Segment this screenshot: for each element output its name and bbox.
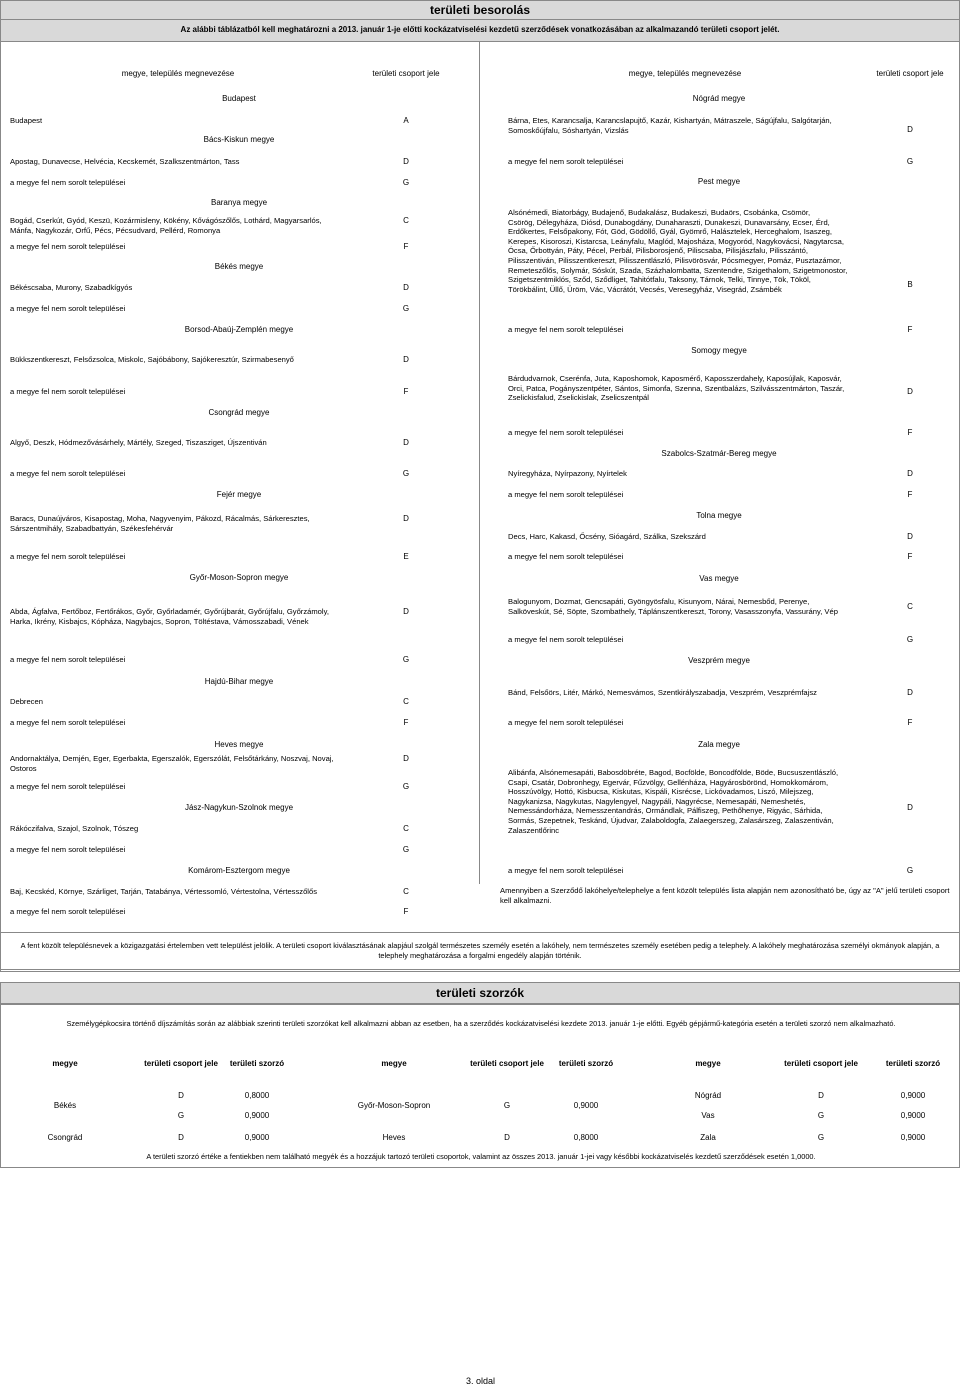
group-code: G (906, 635, 914, 644)
settlement-list: Abda, Ágfalva, Fertőboz, Fertőrákos, Győr, Győrladamér, Győrújbarát, Győrújfalu, Győrzámoly, Harka, Ikrény, Kisbajcs, Kópháza, Nagybajcs, Sopron, Töltéstava, Vámosszabadi, Vének (10, 607, 329, 626)
settlement-list: Decs, Harc, Kakasd, Őcsény, Sióagárd, Szálka, Szekszárd (508, 532, 706, 541)
multiplier-header: megye (381, 1059, 407, 1068)
settlement-list: a megye fel nem sorolt települései (508, 157, 624, 166)
county-heading: Zala megye (698, 740, 740, 749)
settlement-list: a megye fel nem sorolt települései (10, 552, 126, 561)
group-code: D (403, 355, 409, 364)
group-code: C (907, 602, 913, 611)
settlement-list: Apostag, Dunavecse, Helvécia, Kecskemét, Szalkszentmárton, Tass (10, 157, 240, 166)
group-code: G (402, 469, 410, 478)
settlement-list: a megye fel nem sorolt települései (10, 718, 126, 727)
settlement-list: a megye fel nem sorolt települései (508, 866, 624, 875)
group-code: D (907, 125, 913, 134)
settlement-list: Bükkszentkereszt, Felsőzsolca, Miskolc, Sajóbábony, Sajókeresztúr, Szirmabesenyő (10, 355, 294, 364)
multiplier-cell: Győr-Moson-Sopron (357, 1101, 431, 1110)
county-heading: Komárom-Esztergom megye (188, 866, 290, 875)
multiplier-cell: G (503, 1101, 511, 1110)
multiplier-cell: Vas (701, 1111, 715, 1120)
footnote: A fent közölt településnevek a közigazgatási értelemben vett települést jelölik. A területi csoport kiválasztásának alapjául szolgál természetes személy esetén a lakóhely, nem természetes személy esetében pedig a telephely. A lakóhely meghatározása személyi okmányok alapján, a telephely meghatározása a forgalmi engedély alapján történik. (0, 932, 960, 972)
county-heading: Somogy megye (691, 346, 747, 355)
group-code: G (906, 157, 914, 166)
settlement-list: a megye fel nem sorolt települései (508, 325, 624, 334)
multiplier-cell: 0,9000 (244, 1111, 270, 1120)
multiplier-header: területi szorzó (558, 1059, 614, 1068)
settlement-list: Baj, Kecskéd, Környe, Szárliget, Tarján, Tatabánya, Vértessomló, Vértestolna, Vértesszőlős (10, 887, 318, 896)
settlement-list: a megye fel nem sorolt települései (10, 469, 126, 478)
multiplier-cell: 0,9000 (900, 1133, 926, 1142)
multiplier-cell: Békés (53, 1101, 77, 1110)
group-code: G (402, 845, 410, 854)
group-code: D (403, 283, 409, 292)
settlement-list: Baracs, Dunaújváros, Kisapostag, Moha, Nagyvenyim, Pákozd, Rácalmás, Sárkeresztes, Sárszentmihály, Szabadbattyán, Székesfehérvár (10, 514, 310, 533)
multiplier-header: megye (52, 1059, 78, 1068)
section-title-multipliers: területi szorzók (0, 982, 960, 1004)
multipliers-note: A területi szorzó értéke a fentiekben nem található megyék és a hozzájuk tartozó területi csoportok, valamint az összes 2013. január 1-jei vagy későbbi kockázatviselés kezdetű szerződések esetén 1,0000. (146, 1152, 816, 1161)
multiplier-cell: D (504, 1133, 510, 1142)
group-code: C (403, 216, 409, 225)
multiplier-cell: 0,8000 (244, 1091, 270, 1100)
group-code: D (907, 803, 913, 812)
group-code: D (403, 754, 409, 763)
settlement-list: Bárdudvarnok, Cserénfa, Juta, Kaposhomok, Kaposmérő, Kaposszerdahely, Kaposújlak, Kaposvár, Orci, Patca, Pogányszentpéter, Sántos, Simonfa, Szenna, Szentbalázs, Szilvásszentmárton, Taszár, Zselickisfalud, Zselickislak, Zselicszentpál (508, 374, 845, 403)
multiplier-cell: Nógrád (694, 1091, 722, 1100)
multipliers-box (0, 1004, 960, 1168)
settlement-list: Bánd, Felsőörs, Litér, Márkó, Nemesvámos, Szentkirályszabadja, Veszprém, Veszprémfajsz (508, 688, 817, 697)
group-code: F (907, 490, 913, 499)
group-code: F (907, 325, 913, 334)
multiplier-cell: Csongrád (47, 1133, 83, 1142)
multiplier-cell: 0,9000 (573, 1101, 599, 1110)
multiplier-header: területi csoport jele (144, 1059, 218, 1068)
county-heading: Nógrád megye (692, 94, 746, 103)
group-code: D (403, 514, 409, 523)
left-column-header-name: megye, település megnevezése (121, 69, 235, 78)
right-note: Amennyiben a Szerződő lakóhelye/telephelye a fent közölt település lista alapján nem azonosítható be, úgy az "A" jelű területi csoport kell alkalmazni. (500, 886, 950, 905)
group-code: C (403, 887, 409, 896)
multiplier-cell: 0,8000 (573, 1133, 599, 1142)
settlement-list: a megye fel nem sorolt települései (508, 552, 624, 561)
settlement-list: a megye fel nem sorolt települései (10, 387, 126, 396)
multiplier-cell: 0,9000 (900, 1111, 926, 1120)
settlement-list: Nyíregyháza, Nyírpazony, Nyírtelek (508, 469, 627, 478)
multipliers-intro: Személygépkocsira történő díjszámítás során az alábbiak szerinti területi szorzókat kell alkalmazni abban az esetben, ha a szerződés kockázatviselési kezdete 2013. január 1-je előtti. Egyéb gépjármű-kategória esetén a területi szorzó nem alkalmazható. (66, 1019, 896, 1028)
county-heading: Jász-Nagykun-Szolnok megye (184, 803, 294, 812)
group-code: D (907, 387, 913, 396)
multiplier-cell: 0,9000 (900, 1091, 926, 1100)
group-code: A (403, 116, 409, 125)
right-column-header-name: megye, település megnevezése (628, 69, 742, 78)
group-code: G (402, 178, 410, 187)
group-code: F (403, 907, 409, 916)
group-code: D (907, 688, 913, 697)
settlement-list: Balogunyom, Dozmat, Gencsapáti, Gyöngyösfalu, Kisunyom, Nárai, Nemesbőd, Perenye, Salköveskút, Sé, Söpte, Szombathely, Táplánszentkereszt, Torony, Vasasszonyfa, Vassurány, Vép (508, 597, 838, 616)
group-code: E (403, 552, 409, 561)
group-code: B (907, 280, 913, 289)
county-heading: Szabolcs-Szatmár-Bereg megye (661, 449, 777, 458)
group-code: F (403, 242, 409, 251)
group-code: F (403, 718, 409, 727)
multiplier-cell: D (178, 1091, 184, 1100)
group-code: C (403, 697, 409, 706)
settlement-list: a megye fel nem sorolt települései (10, 304, 126, 313)
group-code: G (402, 655, 410, 664)
settlement-list: Debrecen (10, 697, 43, 706)
county-heading: Győr-Moson-Sopron megye (189, 573, 289, 582)
group-code: G (402, 304, 410, 313)
group-code: D (403, 607, 409, 616)
multiplier-cell: G (817, 1133, 825, 1142)
group-code: D (907, 469, 913, 478)
settlement-list: a megye fel nem sorolt települései (508, 428, 624, 437)
multiplier-cell: G (817, 1111, 825, 1120)
multiplier-cell: G (177, 1111, 185, 1120)
multiplier-cell: Zala (700, 1133, 716, 1142)
county-heading: Tolna megye (696, 511, 742, 520)
county-heading: Békés megye (214, 262, 264, 271)
county-heading: Heves megye (214, 740, 264, 749)
settlement-list: Alsónémedi, Biatorbágy, Budajenő, Budakalász, Budakeszi, Budaörs, Csobánka, Csömör, Csörög, Délegyháza, Diósd, Dunabogdány, Dunaharaszti, Dunakeszi, Dunavarsány, Ecser, Érd, Erdőkertes, Felsőpakony, Fót, Göd, Gödöllő, Gyál, Gyömrő, Halásztelek, Herceghalom, Isaszeg, Kerepes, Kisoroszi, Kistarcsa, Leányfalu, Maglód, Majosháza, Mogyoród, Nagykovácsi, Nagytarcsa, Ócsa, Őrbottyán, Páty, Pécel, Perbál, Pilisborosjenő, Piliscsaba, Pilisjászfalu, Pilisszántó, Pilisszentiván, Pilisszentkereszt, Pilisszentlászló, Pilisvörösvár, Pócsmegyer, Pomáz, Pusztazámor, Remeteszőlős, Solymár, Sóskút, Szada, Százhalombatta, Szentendre, Szigethalom, Szigetmonostor, Szigetszentmiklós, Sződ, Sződliget, Tahitótfalu, Taksony, Tárnok, Telki, Tinnye, Tök, Tököl, Törökbálint, Üllő, Üröm, Vác, Vácrátót, Vecsés, Veresegyház, Visegrád, Zsámbék (508, 208, 848, 294)
settlement-list: a megye fel nem sorolt települései (10, 655, 126, 664)
settlement-list: Békéscsaba, Murony, Szabadkígyós (10, 283, 133, 292)
settlement-list: a megye fel nem sorolt települései (508, 635, 624, 644)
multiplier-header: területi szorzó (885, 1059, 941, 1068)
county-heading: Borsod-Abaúj-Zemplén megye (184, 325, 294, 334)
settlement-list: a megye fel nem sorolt települései (508, 718, 624, 727)
county-heading: Csongrád megye (208, 408, 270, 417)
group-code: C (403, 824, 409, 833)
multiplier-header: területi csoport jele (470, 1059, 544, 1068)
group-code: F (403, 387, 409, 396)
settlement-list: a megye fel nem sorolt települései (10, 782, 126, 791)
right-column-header-code: területi csoport jele (876, 69, 944, 78)
county-heading: Fejér megye (216, 490, 262, 499)
settlement-list: Bogád, Cserkút, Gyód, Keszü, Kozármisleny, Kökény, Kővágószőlős, Lothárd, Magyarsarlós, Mánfa, Nagykozár, Orfű, Pécs, Pécsudvard, Pellérd, Romonya (10, 216, 322, 235)
group-code: D (403, 157, 409, 166)
group-code: F (907, 718, 913, 727)
multiplier-cell: Heves (382, 1133, 406, 1142)
county-heading: Veszprém megye (688, 656, 750, 665)
group-code: G (402, 782, 410, 791)
multiplier-cell: D (178, 1133, 184, 1142)
multiplier-header: területi szorzó (229, 1059, 285, 1068)
county-heading: Budapest (222, 94, 256, 103)
county-heading: Baranya megye (210, 198, 268, 207)
settlement-list: Alibánfa, Alsónemesapáti, Babosdöbréte, Bagod, Bocfölde, Boncodfölde, Böde, Bucsuszentlászló, Csapi, Csatár, Dobronhegy, Egervár, Fűzvölgy, Gellénháza, Hagyárosbörönd, Homokkomárom, Hosszúvölgy, Hottó, Kisbucsa, Kiskutas, Kispáli, Kisrécse, Lickóvadamos, Liszó, Milejszeg, Nagykanizsa, Nagykutas, Nagylengyel, Nagypáli, Nagyrécse, Nemesapáti, Nemeshetés, Nemessándorháza, Nemesszentandrás, Ormándlak, Pálfiszeg, Pethőhenye, Rigyác, Sárhida, Sormás, Szepetnek, Teskánd, Újudvar, Zalaboldogfa, Zalaegerszeg, Zalasárszeg, Zalaszentiván, Zalaszentlőrinc (508, 768, 839, 835)
settlement-list: a megye fel nem sorolt települései (10, 242, 126, 251)
settlement-list: a megye fel nem sorolt települései (508, 490, 624, 499)
group-code: G (906, 866, 914, 875)
multiplier-cell: 0,9000 (244, 1133, 270, 1142)
multiplier-cell: D (818, 1091, 824, 1100)
page-number: 3. oldal (466, 1376, 496, 1386)
section-title-territorial: területi besorolás (0, 0, 960, 20)
county-heading: Pest megye (697, 177, 741, 186)
settlement-list: Budapest (10, 116, 43, 125)
group-code: F (907, 428, 913, 437)
settlement-list: Andornaktálya, Demjén, Eger, Egerbakta, Egerszalók, Egerszólát, Felsőtárkány, Noszvaj, Novaj, Ostoros (10, 754, 334, 773)
settlement-list: Algyő, Deszk, Hódmezővásárhely, Mártély, Szeged, Tiszasziget, Újszentiván (10, 438, 267, 447)
multiplier-header: megye (695, 1059, 721, 1068)
settlement-list: a megye fel nem sorolt települései (10, 845, 126, 854)
multiplier-header: területi csoport jele (784, 1059, 858, 1068)
settlement-list: a megye fel nem sorolt települései (10, 178, 126, 187)
county-heading: Hajdú-Bihar megye (204, 677, 274, 686)
settlement-list: Rákóczifalva, Szajol, Szolnok, Tószeg (10, 824, 139, 833)
section-subtitle: Az alábbi táblázatból kell meghatározni a 2013. január 1-je előtti kockázatviselési kezdetű szerződések vonatkozásában az alkalmazandó területi csoport jelét. (0, 20, 960, 42)
county-heading: Vas megye (699, 574, 739, 583)
settlement-list: Bárna, Etes, Karancsalja, Karancslapujtő, Kazár, Kishartyán, Mátraszele, Ságújfalu, Salgótarján, Somoskőújfalu, Sóshartyán, Vizslás (508, 116, 832, 135)
group-code: D (403, 438, 409, 447)
group-code: F (907, 552, 913, 561)
county-heading: Bács-Kiskun megye (203, 135, 275, 144)
group-code: D (907, 532, 913, 541)
left-column-header-code: területi csoport jele (372, 69, 440, 78)
settlement-list: a megye fel nem sorolt települései (10, 907, 126, 916)
